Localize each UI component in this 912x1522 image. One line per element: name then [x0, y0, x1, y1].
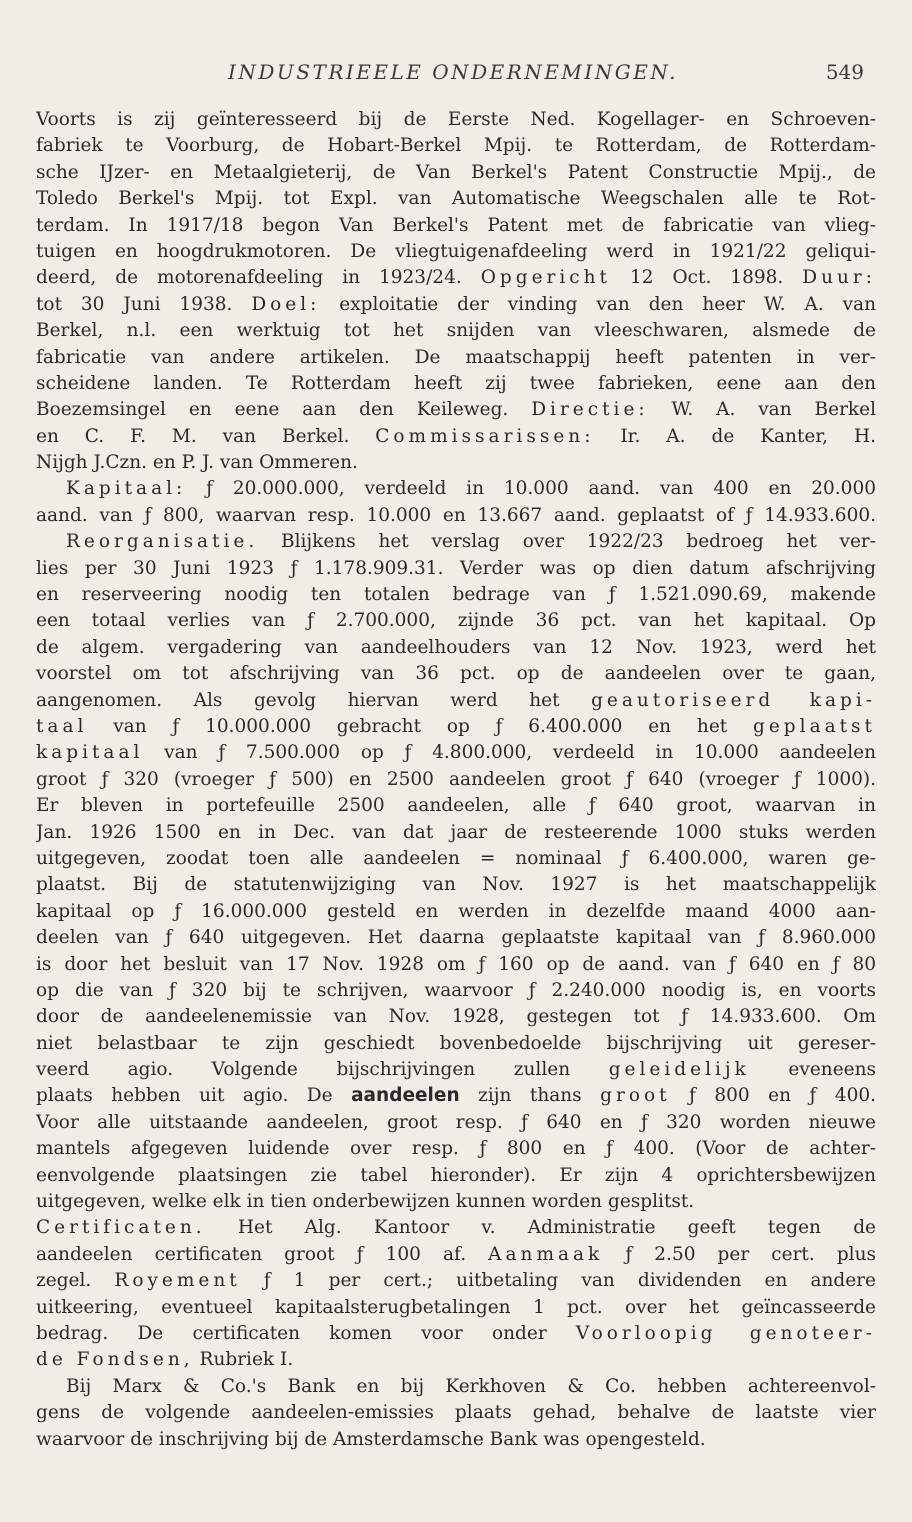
text-segment: ƒ 2.50 per cert. plus	[603, 1243, 876, 1265]
spaced-term: Kapitaal:	[66, 478, 187, 500]
text-segment: tot 30 Juni 1938.	[36, 293, 252, 315]
text-line	[36, 292, 876, 318]
text-line	[36, 1189, 876, 1215]
text-segment: scheidene landen. Te Rotterdam heeft zij twee fabrieken, eene aan den	[36, 372, 876, 394]
text-segment: eenvolgende plaatsingen zie tabel hieronder). Er zijn 4 oprichtersbewijzen	[36, 1164, 876, 1186]
text-line	[36, 476, 876, 502]
text-segment: exploitatie der vinding van den heer W. A. van	[320, 293, 876, 315]
text-line	[36, 186, 876, 212]
text-segment: Er bleven in portefeuille 2500 aandeelen, alle ƒ 640 groot, waarvan in	[36, 795, 876, 817]
text-segment: gens de volgende aandeelen-emissies plaats gehad, behalve de laatste vier	[36, 1402, 876, 1424]
text-line	[36, 661, 876, 687]
text-line	[36, 1004, 876, 1030]
text-segment: aangenomen. Als gevolg hiervan werd het	[36, 689, 592, 711]
text-segment: Nijgh J.Czn. en P. J. van Ommeren.	[36, 452, 358, 474]
spaced-term: geplaatst	[753, 715, 876, 737]
text-line	[36, 582, 876, 608]
spaced-term: Royement	[114, 1270, 241, 1292]
text-segment: waarvoor de inschrijving bij de Amsterdamsche Bank was opengesteld.	[36, 1428, 706, 1450]
spaced-term: groot	[600, 1085, 671, 1107]
text-segment: plaats hebben uit agio. De	[36, 1085, 352, 1107]
text-line	[36, 160, 876, 186]
text-segment: tuigen en hoogdrukmotoren. De vliegtuigenafdeeling werd in 1921/22 geliqui-	[36, 240, 876, 262]
text-line	[36, 1427, 876, 1453]
text-segment: Het Alg. Kantoor v. Administratie geeft tegen de	[205, 1217, 876, 1239]
spaced-term: Opgericht	[480, 267, 611, 289]
text-segment: Jan. 1926 1500 en in Dec. van dat jaar de resteerende 1000 stuks werden	[36, 821, 876, 843]
text-segment: uitgegeven, welke elk in tien onderbewijzen kunnen worden gesplitst.	[36, 1191, 695, 1213]
spaced-term: kapitaal	[36, 742, 144, 764]
text-segment: bedrag. De certificaten komen voor onder	[36, 1322, 576, 1344]
text-segment: deerd, de motorenafdeeling in 1923/24.	[36, 267, 481, 289]
text-segment: van ƒ 10.000.000 gebracht op ƒ 6.400.000 en het	[87, 715, 754, 737]
spaced-term: Reorganisatie.	[66, 531, 259, 553]
text-line	[36, 107, 876, 133]
text-segment: Boezemsingel en eene aan den Keileweg.	[36, 399, 532, 421]
text-line	[36, 767, 876, 793]
text-line	[36, 1163, 876, 1189]
text-segment: voorstel om tot afschrijving van 36 pct. op de aandeelen over te gaan,	[36, 663, 876, 685]
text-line	[36, 925, 876, 951]
text-segment: Blijkens het verslag over 1922/23 bedroeg het ver-	[258, 531, 876, 553]
text-segment: Bij Marx & Co.'s Bank en bij Kerkhoven & Co. hebben achtereenvol-	[66, 1375, 876, 1397]
text-line	[36, 846, 876, 872]
page-number: 549	[825, 60, 864, 84]
text-line	[36, 239, 876, 265]
text-line	[36, 978, 876, 1004]
text-line	[36, 1268, 876, 1294]
text-segment: zegel.	[36, 1270, 115, 1292]
text-segment: veerd agio. Volgende bijschrijvingen zullen	[36, 1059, 609, 1081]
spaced-term: de Fondsen,	[36, 1349, 194, 1371]
spaced-term: Voorloopig genoteer-	[575, 1322, 876, 1344]
spaced-term: Doel:	[251, 293, 321, 315]
text-line	[36, 608, 876, 634]
body-text	[36, 107, 876, 1453]
text-line	[36, 213, 876, 239]
text-line	[36, 503, 876, 529]
text-line	[36, 820, 876, 846]
text-line	[36, 899, 876, 925]
text-segment: een totaal verlies van ƒ 2.700.000, zijnde 36 pct. van het kapitaal. Op	[36, 610, 876, 632]
text-line	[36, 688, 876, 714]
text-segment: en reserveering noodig ten totalen bedrage van ƒ 1.521.090.69, makende	[36, 584, 876, 606]
text-line	[36, 529, 876, 555]
text-line	[36, 1242, 876, 1268]
text-segment: mantels afgegeven luidende over resp. ƒ 800 en ƒ 400. (Voor de achter-	[36, 1138, 876, 1160]
text-segment: lies per 30 Juni 1923 ƒ 1.178.909.31. Verder was op dien datum afschrijving	[36, 557, 876, 579]
spaced-term: taal	[36, 715, 88, 737]
spaced-term: Directie:	[531, 399, 649, 421]
text-line	[36, 1400, 876, 1426]
text-line	[36, 1136, 876, 1162]
text-line	[36, 1083, 876, 1109]
text-line	[36, 1347, 876, 1373]
text-segment: ƒ 1 per cert.; uitbetaling van dividenden en andere	[240, 1270, 876, 1292]
text-line	[36, 1295, 876, 1321]
text-segment: fabriek te Voorburg, de Hobart-Berkel Mpij. te Rotterdam, de Rotterdam-	[36, 135, 876, 157]
spaced-term: Duur:	[802, 267, 876, 289]
text-segment: ƒ 800 en ƒ 400.	[670, 1085, 876, 1107]
text-line	[36, 1321, 876, 1347]
spaced-term: Aanmaak	[488, 1243, 604, 1265]
text-line	[36, 397, 876, 423]
text-line	[36, 556, 876, 582]
text-line	[36, 265, 876, 291]
text-line	[36, 318, 876, 344]
text-segment: de algem. vergadering van aandeelhouders van 12 Nov. 1923, werd het	[36, 636, 876, 658]
text-line	[36, 133, 876, 159]
text-segment: 12 Oct. 1898.	[611, 267, 803, 289]
text-line	[36, 345, 876, 371]
text-segment: niet belastbaar te zijn geschiedt bovenbedoelde bijschrijving uit gereser-	[36, 1032, 876, 1054]
text-segment: sche IJzer- en Metaalgieterij, de Van Berkel's Patent Constructie Mpij., de	[36, 161, 876, 183]
text-segment: plaatst. Bij de statutenwijziging van Nov. 1927 is het maatschappelijk	[36, 874, 876, 896]
text-segment: aandeelen certificaten groot ƒ 100 af.	[36, 1243, 489, 1265]
text-segment: Rubriek I.	[193, 1349, 294, 1371]
spaced-term: geleidelijk	[608, 1059, 750, 1081]
text-line	[36, 450, 876, 476]
text-segment: van ƒ 7.500.000 op ƒ 4.800.000, verdeeld in 10.000 aandeelen	[143, 742, 876, 764]
text-line	[36, 740, 876, 766]
text-line	[36, 714, 876, 740]
bold-term: aandeelen	[351, 1085, 460, 1107]
running-head	[0, 60, 912, 90]
running-title: INDUSTRIEELE ONDERNEMINGEN.	[228, 60, 678, 84]
text-segment: Ir. A. de Kanter, H.	[594, 425, 876, 447]
text-line	[36, 1031, 876, 1057]
text-segment: deelen van ƒ 640 uitgegeven. Het daarna geplaatste kapitaal van ƒ 8.960.000	[36, 927, 876, 949]
text-segment: kapitaal op ƒ 16.000.000 gesteld en werden in dezelfde maand 4000 aan-	[36, 900, 876, 922]
text-segment: fabricatie van andere artikelen. De maatschappij heeft patenten in ver-	[36, 346, 876, 368]
text-line	[36, 1374, 876, 1400]
text-line	[36, 793, 876, 819]
text-line	[36, 872, 876, 898]
text-line	[36, 1057, 876, 1083]
text-segment: ƒ 20.000.000, verdeeld in 10.000 aand. van 400 en 20.000	[186, 478, 876, 500]
text-segment: terdam. In 1917/18 begon Van Berkel's Patent met de fabricatie van vlieg-	[36, 214, 876, 236]
text-segment: uitkeering, eventueel kapitaalsterugbetalingen 1 pct. over het geïncasseerde	[36, 1296, 876, 1318]
text-segment: is door het besluit van 17 Nov. 1928 om ƒ 160 op de aand. van ƒ 640 en ƒ 80	[36, 953, 876, 975]
text-segment: Voorts is zij geïnteresseerd bij de Eerste Ned. Kogellager- en Schroeven-	[36, 109, 876, 130]
text-segment: Berkel, n.l. een werktuig tot het snijden van vleeschwaren, alsmede de	[36, 320, 876, 342]
text-line	[36, 371, 876, 397]
text-segment: eveneens	[749, 1059, 876, 1081]
text-line	[36, 952, 876, 978]
text-line	[36, 635, 876, 661]
text-line	[36, 1110, 876, 1136]
text-segment: Voor alle uitstaande aandeelen, groot resp. ƒ 640 en ƒ 320 worden nieuwe	[36, 1111, 876, 1133]
text-segment: Toledo Berkel's Mpij. tot Expl. van Automatische Weegschalen alle te Rot-	[36, 188, 876, 210]
text-segment: op die van ƒ 320 bij te schrijven, waarvoor ƒ 2.240.000 noodig is, en voorts	[36, 979, 876, 1001]
text-segment: W. A. van Berkel	[648, 399, 876, 421]
text-segment: zijn thans	[459, 1085, 601, 1107]
text-line	[36, 424, 876, 450]
text-line	[36, 1215, 876, 1241]
text-segment: en C. F. M. van Berkel.	[36, 425, 376, 447]
spaced-term: Certificaten.	[36, 1217, 206, 1239]
text-segment: groot ƒ 320 (vroeger ƒ 500) en 2500 aandeelen groot ƒ 640 (vroeger ƒ 1000).	[36, 768, 876, 790]
spaced-term: Commissarissen:	[375, 425, 595, 447]
spaced-term: geautoriseerd kapi-	[591, 689, 876, 711]
text-segment: door de aandeelenemissie van Nov. 1928, gestegen tot ƒ 14.933.600. Om	[36, 1006, 876, 1028]
text-segment: aand. van ƒ 800, waarvan resp. 10.000 en 13.667 aand. geplaatst of ƒ 14.933.600.	[36, 504, 876, 526]
text-segment: uitgegeven, zoodat toen alle aandeelen = nominaal ƒ 6.400.000, waren ge-	[36, 847, 876, 869]
